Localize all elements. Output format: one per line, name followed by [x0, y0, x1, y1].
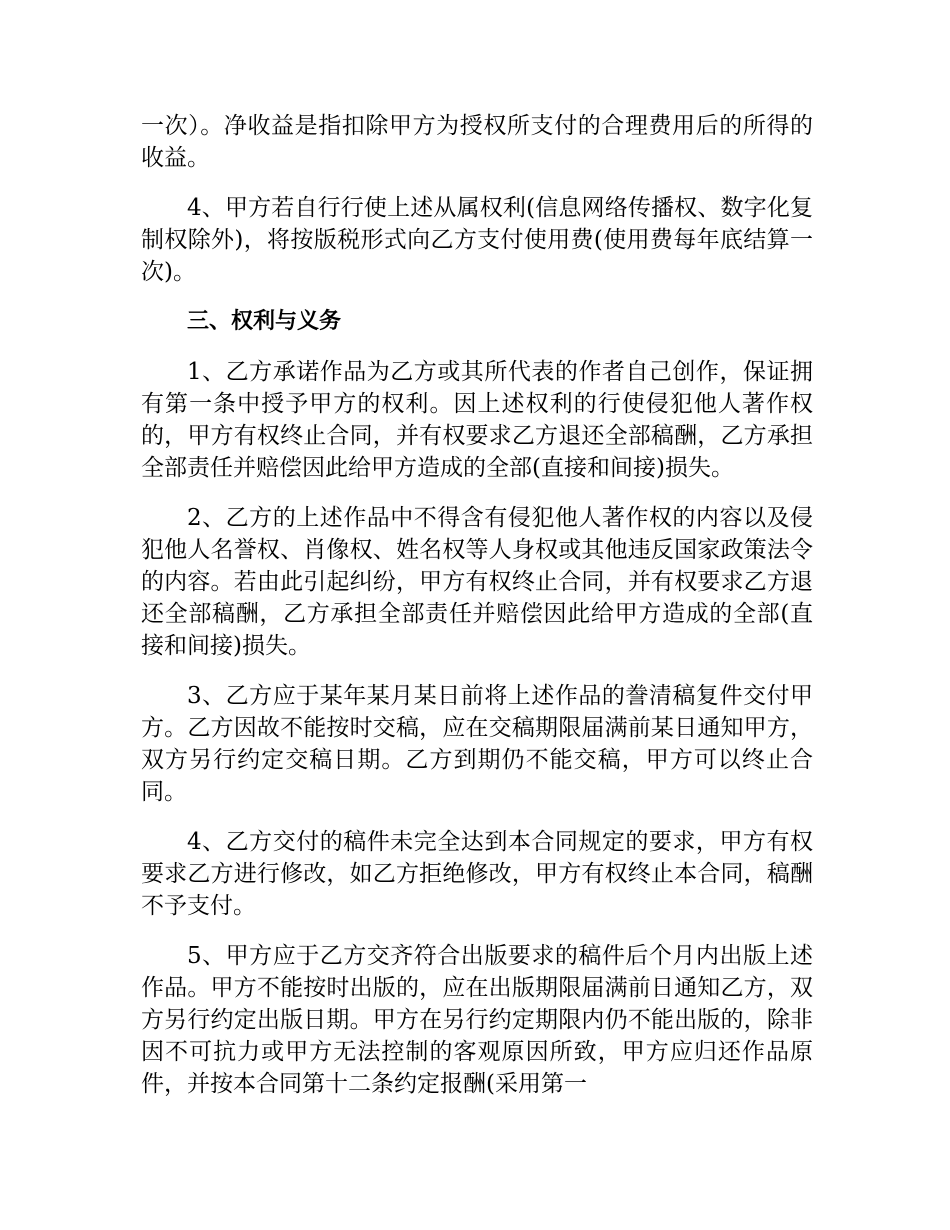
paragraph-clause-5-publication: 5、甲方应于乙方交齐符合出版要求的稿件后个月内出版上述作品。甲方不能按时出版的，应在出版期限届满前日通知乙方，双方另行约定出版日期。甲方在另行约定期限内仍不能出版的，除非因不可抗力或甲方无法控制的客观原因所致，甲方应归还作品原件，并按本合同第十二条约定报酬(采用第一 — [141, 943, 813, 1097]
paragraph-clause-2-no-infringement: 2、乙方的上述作品中不得含有侵犯他人著作权的内容以及侵犯他人名誉权、肖像权、姓名权等人身权或其他违反国家政策法令的内容。若由此引起纠纷，甲方有权终止合同，并有权要求乙方退还全部稿酬，乙方承担全部责任并赔偿因此给甲方造成的全部(直接和间接)损失。 — [141, 505, 813, 659]
paragraph-clause-4-subsidiary-rights: 4、甲方若自行行使上述从属权利(信息网络传播权、数字化复制权除外)，将按版税形式向乙方支付使用费(使用费每年底结算一次)。 — [141, 195, 813, 285]
paragraph-clause-4-revision: 4、乙方交付的稿件未完全达到本合同规定的要求，甲方有权要求乙方进行修改，如乙方拒绝修改，甲方有权终止本合同，稿酬不予支付。 — [141, 829, 813, 919]
document-page — [141, 110, 813, 1118]
paragraph-clause-3-delivery: 3、乙方应于某年某月某日前将上述作品的誊清稿复件交付甲方。乙方因故不能按时交稿，应在交稿期限届满前某日通知甲方，双方另行约定交稿日期。乙方到期仍不能交稿，甲方可以终止合同。 — [141, 683, 813, 805]
paragraph-net-income-continued: 一次）。净收益是指扣除甲方为授权所支付的合理费用后的所得的收益。 — [141, 113, 813, 171]
section-heading-rights-obligations: 三、权利与义务 — [187, 309, 342, 334]
paragraph-clause-1-original-work: 1、乙方承诺作品为乙方或其所代表的作者自己创作，保证拥有第一条中授予甲方的权利。因上述权利的行使侵犯他人著作权的，甲方有权终止合同，并有权要求乙方退还全部稿酬，乙方承担全部责任并赔偿因此给甲方造成的全部(直接和间接)损失。 — [141, 359, 813, 481]
